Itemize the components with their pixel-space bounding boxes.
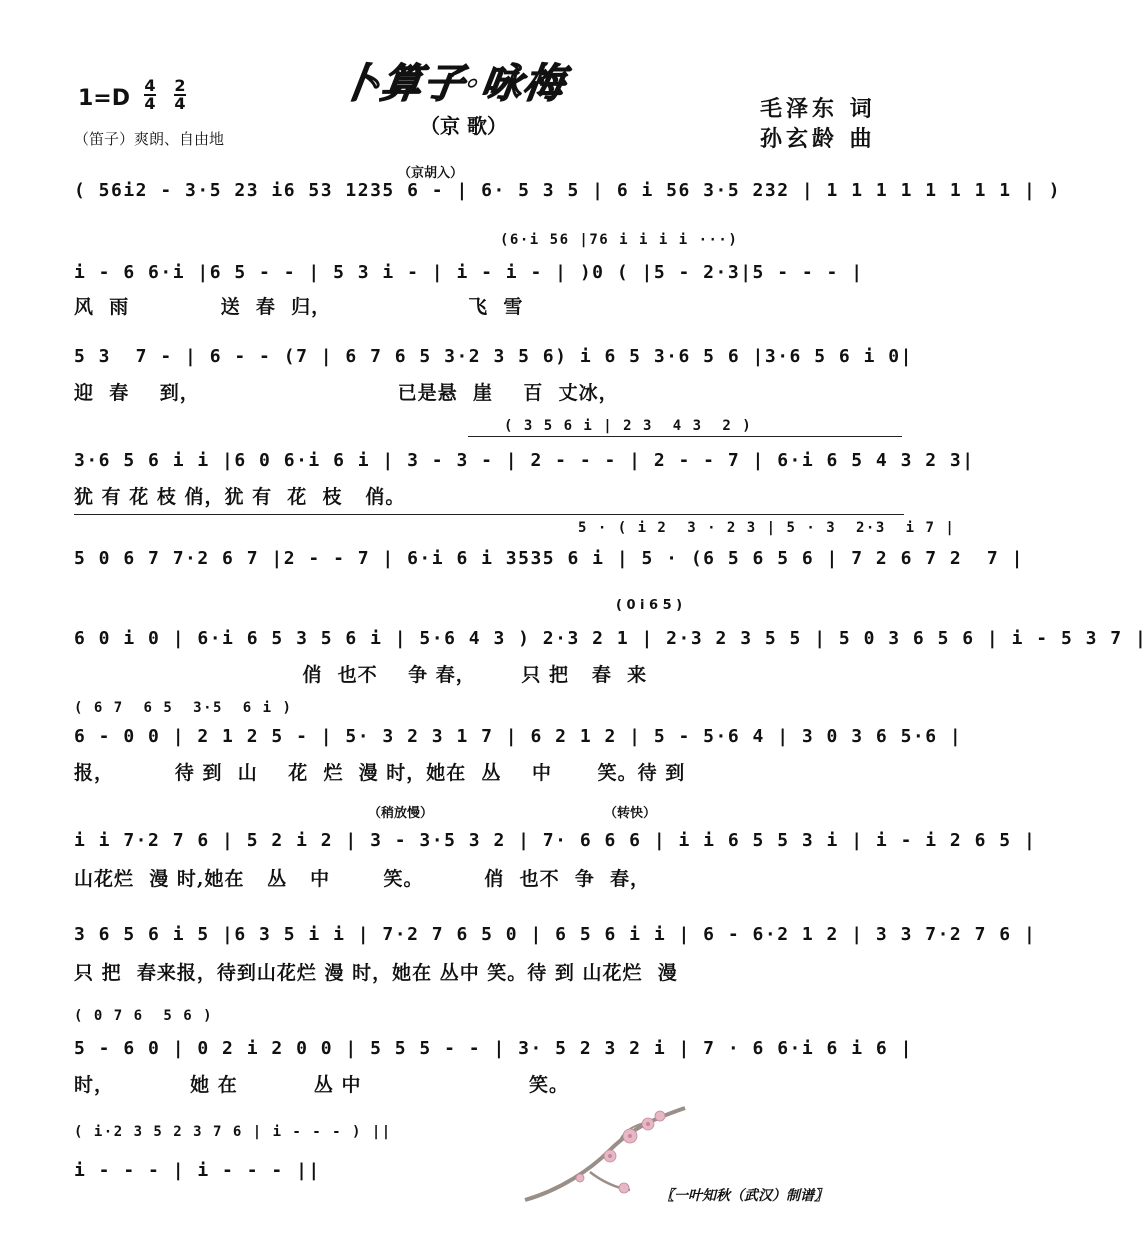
notation-line-1: ( 56i2 - 3·5 23 i6 53 1235 6 - | 6· 5 3 5 | 6 i 56 3·5 232 | 1 1 1 1 1 1 1 1 | ): [74, 180, 1061, 201]
notation-line-3: 5 3 7 - | 6 - - (7 | 6 7 6 5 3·2 3 5 6) i 6 5 3·6 5 6 |3·6 5 6 i 0|: [74, 346, 913, 367]
accompaniment-line-2: (6·i 56 |76 i i i i ···): [500, 232, 739, 248]
notation-line-2: i - 6 6·i |6 5 - - | 5 3 i - | i - i - | )0 ( |5 - 2·3|5 - - - |: [74, 262, 864, 283]
divider-line: [468, 436, 902, 437]
notation-line-8: i i 7·2 7 6 | 5 2 i 2 | 3 - 3·5 3 2 | 7· 6 6 6 | i i 6 5 5 3 i | i - i 2 6 5 |: [74, 830, 1037, 851]
tempo-faster-mark: （转快）: [604, 806, 657, 821]
genre-label: （京 歌）: [420, 114, 507, 138]
accompaniment-line-7: ( 6 7 6 5 3·5 6 i ): [74, 700, 293, 716]
notation-line-6: 6 0 i 0 | 6·i 6 5 3 5 6 i | 5·6 4 3 ) 2·3 2 1 | 2·3 2 3 5 5 | 5 0 3 6 5 6 | i - 5 3 7 |: [74, 628, 1147, 649]
composer-credit: 孙玄龄 曲: [760, 127, 876, 152]
song-title: 卜算子·咏梅: [336, 60, 569, 107]
lyricist-credit: 毛泽东 词: [760, 97, 876, 122]
accompaniment-line-10: ( 0 7 6 5 6 ): [74, 1008, 214, 1024]
accompaniment-line-4: ( 3 5 6 i | 2 3 4 3 2 ): [504, 418, 753, 434]
lyrics-line-8: 山花烂 漫 时,她在 丛 中 笑。 俏 也不 争 春，: [74, 868, 651, 890]
performance-note: （笛子）爽朗、自由地: [74, 130, 225, 148]
transcriber-credit: 〖一叶知秋（武汉）制谱〗: [660, 1188, 828, 1204]
notation-line-4: 3·6 5 6 i i |6 0 6·i 6 i | 3 - 3 - | 2 - - - | 2 - - 7 | 6·i 6 5 4 3 2 3|: [74, 450, 975, 471]
notation-line-11: i - - - | i - - - ||: [74, 1160, 321, 1181]
lyrics-line-7: 报， 待 到 山 花 烂 漫 时，她在 丛 中 笑。待 到: [74, 762, 686, 784]
time-signature-4-4: 4 4: [144, 76, 156, 113]
lyrics-line-9: 只 把 春来报，待到山花烂 漫 时，她在 丛中 笑。待 到 山花烂 漫: [74, 962, 678, 984]
jinghu-entry-mark: （京胡入）: [398, 166, 464, 181]
accompaniment-mark: ( 0 i 6 5 ): [616, 598, 683, 613]
lyrics-line-2: 风 雨 送 春 归， 飞 雪: [74, 296, 524, 318]
notation-line-5: 5 0 6 7 7·2 6 7 |2 - - 7 | 6·i 6 i 3535 6 i | 5 · (6 5 6 5 6 | 7 2 6 7 2 7 |: [74, 548, 1024, 569]
tempo-slower-mark: （稍放慢）: [368, 806, 434, 821]
key-signature: 1=D: [78, 86, 131, 111]
notation-line-9: 3 6 5 6 i 5 |6 3 5 i i | 7·2 7 6 5 0 | 6 5 6 i i | 6 - 6·2 1 2 | 3 3 7·2 7 6 |: [74, 924, 1037, 945]
accompaniment-line-5: 5 · ( i 2 3 · 2 3 | 5 · 3 2·3 i 7 |: [578, 520, 956, 536]
lyrics-line-10: 时， 她 在 丛 中 笑。: [74, 1074, 570, 1096]
time-signature-2-4: 2 4: [174, 76, 186, 113]
accompaniment-line-11: ( i·2 3 5 2 3 7 6 | i - - - ) ||: [74, 1124, 392, 1140]
notation-line-7: 6 - 0 0 | 2 1 2 5 - | 5· 3 2 3 1 7 | 6 2 1 2 | 5 - 5·6 4 | 3 0 3 6 5·6 |: [74, 726, 963, 747]
notation-line-10: 5 - 6 0 | 0 2 i 2 0 0 | 5 5 5 - - | 3· 5 2 3 2 i | 7 · 6 6·i 6 i 6 |: [74, 1038, 913, 1059]
lyrics-line-3: 迎 春 到， 已是悬 崖 百 丈冰，: [74, 382, 619, 404]
lyrics-line-6: 俏 也不 争 春， 只 把 春 来: [74, 664, 648, 686]
divider-line: [74, 514, 904, 515]
lyrics-line-4: 犹 有 花 枝 俏，犹 有 花 枝 俏。: [74, 486, 406, 508]
